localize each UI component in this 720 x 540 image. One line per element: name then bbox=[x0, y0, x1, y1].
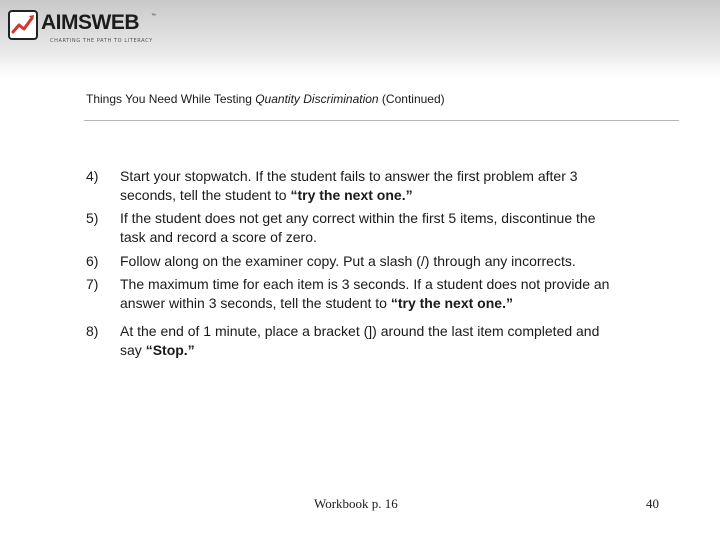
line-text: If the student does not get any correct within the first 5 items, discontinue the bbox=[120, 210, 596, 226]
title-emphasis: Quantity Discrimination bbox=[255, 92, 379, 106]
item-number: 4) bbox=[86, 168, 99, 184]
line-text: Follow along on the examiner copy. Put a slash (/) through any incorrects. bbox=[120, 253, 576, 269]
item-line bbox=[120, 322, 690, 341]
item-number: 7) bbox=[86, 276, 99, 292]
line-text: say bbox=[120, 342, 146, 358]
line-emphasis: “try the next one.” bbox=[390, 295, 513, 311]
logo-wordmark: AIMSWEB bbox=[41, 11, 139, 34]
item-text bbox=[120, 209, 690, 247]
item-line bbox=[120, 294, 690, 313]
item-line bbox=[120, 275, 690, 294]
page-number: 40 bbox=[646, 496, 659, 511]
aimsweb-logo bbox=[8, 10, 168, 44]
item-text bbox=[120, 167, 690, 205]
line-text: The maximum time for each item is 3 seconds. If a student does not provide an bbox=[120, 276, 610, 292]
line-text: At the end of 1 minute, place a bracket (]) around the last item completed and bbox=[120, 323, 600, 339]
item-line bbox=[120, 186, 690, 205]
slide-title bbox=[86, 92, 445, 106]
item-number: 8) bbox=[86, 323, 99, 339]
item-line bbox=[120, 252, 690, 271]
title-divider bbox=[84, 120, 679, 121]
item-line bbox=[120, 209, 690, 228]
line-text: seconds, tell the student to bbox=[120, 187, 291, 203]
item-line bbox=[120, 341, 690, 360]
item-number: 5) bbox=[86, 210, 99, 226]
item-text bbox=[120, 322, 690, 360]
workbook-reference: Workbook p. 16 bbox=[314, 496, 398, 511]
line-text: Start your stopwatch. If the student fails to answer the first problem after 3 bbox=[120, 168, 578, 184]
logo-tagline: CHARTING THE PATH TO LITERACY bbox=[50, 38, 153, 44]
line-emphasis: “try the next one.” bbox=[290, 187, 413, 203]
item-number: 6) bbox=[86, 253, 99, 269]
line-text: answer within 3 seconds, tell the student to bbox=[120, 295, 391, 311]
item-line bbox=[120, 167, 690, 186]
logo-trademark: ™ bbox=[151, 13, 156, 19]
title-suffix: (Continued) bbox=[378, 92, 445, 106]
item-text bbox=[120, 275, 690, 313]
item-line bbox=[120, 228, 690, 247]
line-emphasis: “Stop.” bbox=[145, 342, 195, 358]
chart-arrow-logo-icon bbox=[8, 10, 38, 40]
item-text bbox=[120, 252, 690, 271]
title-prefix: Things You Need While Testing bbox=[86, 92, 256, 106]
line-text: task and record a score of zero. bbox=[120, 229, 317, 245]
